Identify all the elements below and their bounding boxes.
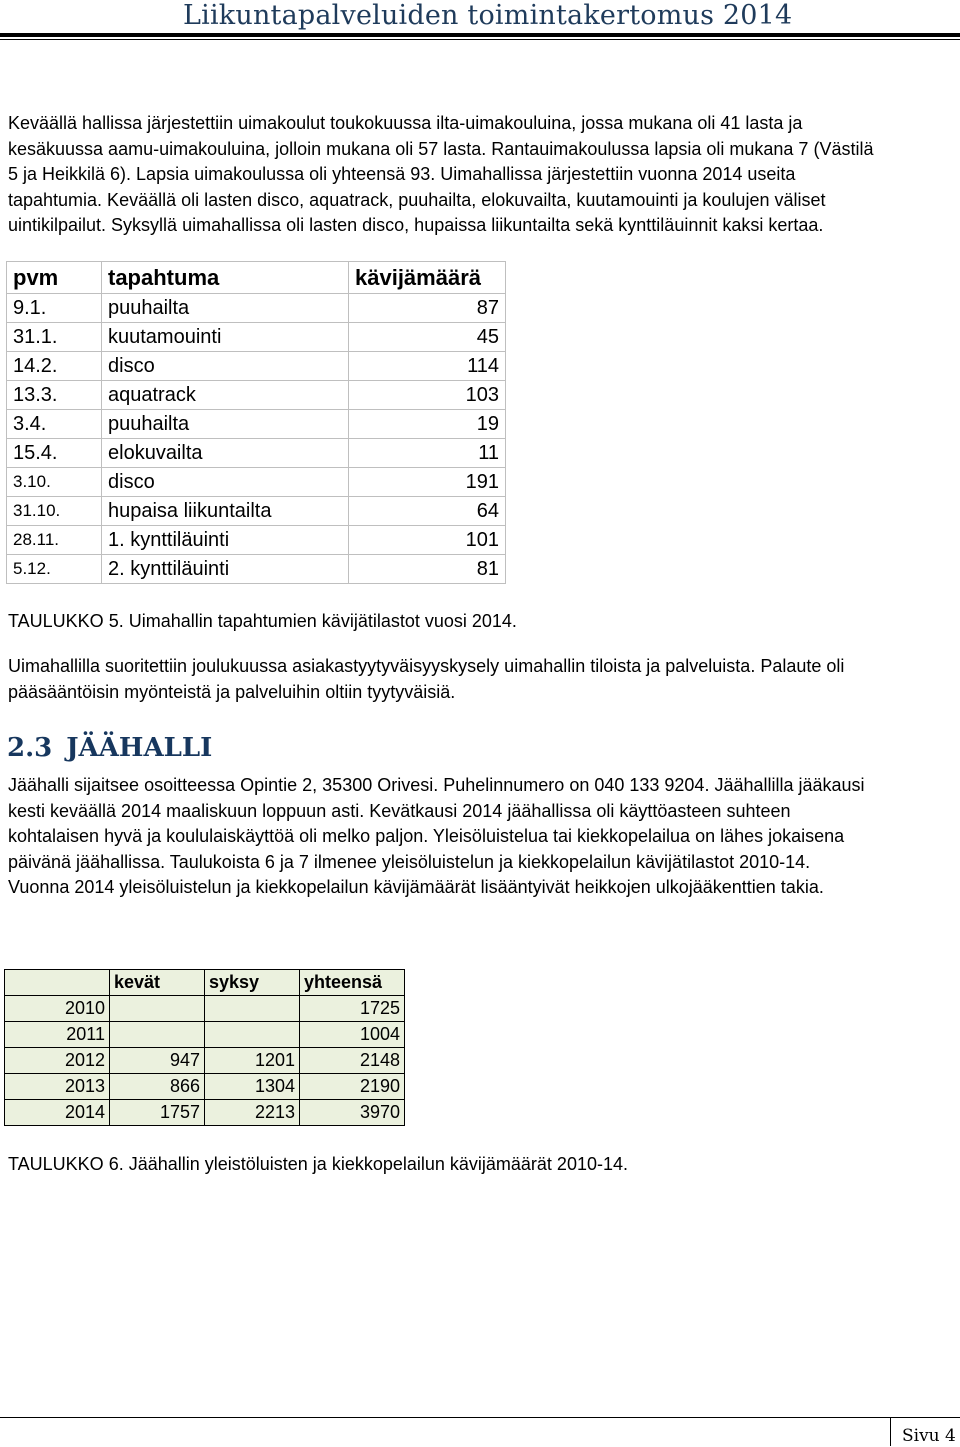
cell-total: 2148 <box>300 1048 405 1074</box>
jaahalli-line-2: kesti keväällä 2014 maaliskuun loppuun asti. Kevätkausi 2014 jäähallissa oli käyttöasteen suhteen <box>8 800 791 821</box>
col-header-total: yhteensä <box>300 970 405 996</box>
cell-spring: 1757 <box>110 1100 205 1126</box>
cell-event: aquatrack <box>102 381 349 410</box>
section-heading <box>7 731 212 765</box>
cell-visitors: 103 <box>349 381 506 410</box>
cell-visitors: 64 <box>349 497 506 526</box>
cell-event: disco <box>102 468 349 497</box>
intro-line-3: 5 ja Heikkilä 6). Lapsia uimakoulussa oli yhteensä 93. Uimahallissa järjestettiin vuonna 2014 useita <box>8 164 796 184</box>
cell-date: 15.4. <box>7 439 102 468</box>
header-title: Liikuntapalveluiden toimintakertomus 2014 <box>183 0 793 31</box>
cell-visitors: 87 <box>349 294 506 323</box>
table-header-row <box>5 970 405 996</box>
cell-autumn: 1304 <box>205 1074 300 1100</box>
table5-caption: TAULUKKO 5. Uimahallin tapahtumien kävijätilastot vuosi 2014. <box>8 611 517 631</box>
cell-spring <box>110 1022 205 1048</box>
table-row <box>5 996 405 1022</box>
cell-visitors: 11 <box>349 439 506 468</box>
table-row <box>7 468 506 497</box>
table-row <box>7 323 506 352</box>
survey-paragraph <box>8 654 948 705</box>
table-row <box>7 526 506 555</box>
table-row <box>7 439 506 468</box>
header-rule-thick <box>0 33 960 37</box>
jaahalli-line-1: Jäähalli sijaitsee osoitteessa Opintie 2, 35300 Orivesi. Puhelinnumero on 040 133 9204. Jäähallilla jääkausi <box>8 775 865 795</box>
cell-visitors: 19 <box>349 410 506 439</box>
cell-total: 3970 <box>300 1100 405 1126</box>
table-header-row <box>7 262 506 294</box>
table-row <box>7 294 506 323</box>
table-row <box>5 1022 405 1048</box>
cell-date: 31.10. <box>7 497 102 526</box>
cell-date: 5.12. <box>7 555 102 584</box>
cell-visitors: 45 <box>349 323 506 352</box>
table-row <box>7 352 506 381</box>
cell-event: disco <box>102 352 349 381</box>
section-number: 2.3 <box>7 733 53 763</box>
survey-line-1: Uimahallilla suoritettiin joulukuussa asiakastyytyväisyyskysely uimahallin tiloista ja palveluista. Palaute oli <box>8 656 845 676</box>
intro-paragraph <box>8 111 948 239</box>
uimahalli-events-table <box>6 261 506 584</box>
cell-total: 1725 <box>300 996 405 1022</box>
section-title: JÄÄHALLI <box>66 733 213 763</box>
cell-date: 3.4. <box>7 410 102 439</box>
jaahalli-line-3: kohtalaisen hyvä ja koululaiskäyttöä oli melko paljon. Yleisöluistelua tai kiekkopelailua on lähes jokaisena <box>8 826 845 846</box>
cell-visitors: 191 <box>349 468 506 497</box>
cell-total: 1004 <box>300 1022 405 1048</box>
survey-line-2: pääsääntöisin myönteistä ja palveluihin oltiin tyytyväisiä. <box>8 681 456 702</box>
cell-event: puuhailta <box>102 294 349 323</box>
jaahalli-paragraph <box>8 773 948 901</box>
table-row <box>7 555 506 584</box>
cell-total: 2190 <box>300 1074 405 1100</box>
cell-year: 2012 <box>5 1048 110 1074</box>
page-header <box>0 0 960 44</box>
intro-line-5: uintikilpailut. Syksyllä uimahallissa oli lasten disco, hupaissa liikuntailta sekä kynttiläuinnit kaksi kertaa. <box>8 215 824 235</box>
jaahalli-line-5: Vuonna 2014 yleisöluistelun ja kiekkopelailun kävijämäärät lisääntyivät heikkojen ulkojääkenttien takia. <box>8 877 824 897</box>
table-row <box>5 1100 405 1126</box>
table-row <box>5 1048 405 1074</box>
intro-line-2: kesäkuussa aamu-uimakouluina, jolloin mukana oli 57 lasta. Rantauimakoulussa lapsia oli mukana 7 (Västilä <box>8 138 874 159</box>
cell-date: 3.10. <box>7 468 102 497</box>
footer-divider <box>890 1417 891 1446</box>
cell-year: 2011 <box>5 1022 110 1048</box>
table-row <box>7 497 506 526</box>
jaahalli-line-4: päivänä jäähallissa. Taulukoista 6 ja 7 ilmenee yleisöluistelun ja kiekkopelailun kävijätilastot 2010-14. <box>8 851 811 872</box>
table-row <box>5 1074 405 1100</box>
col-header-autumn: syksy <box>205 970 300 996</box>
col-header-date: pvm <box>7 262 102 294</box>
table6-caption: TAULUKKO 6. Jäähallin yleistöluisten ja kiekkopelailun kävijämäärät 2010-14. <box>8 1154 628 1174</box>
jaahalli-visitors-table <box>4 969 405 1126</box>
cell-date: 31.1. <box>7 323 102 352</box>
cell-event: hupaisa liikuntailta <box>102 497 349 526</box>
cell-date: 14.2. <box>7 352 102 381</box>
cell-autumn: 1201 <box>205 1048 300 1074</box>
cell-date: 28.11. <box>7 526 102 555</box>
cell-event: 1. kynttiläuinti <box>102 526 349 555</box>
cell-spring: 866 <box>110 1074 205 1100</box>
cell-spring: 947 <box>110 1048 205 1074</box>
col-header-spring: kevät <box>110 970 205 996</box>
cell-year: 2010 <box>5 996 110 1022</box>
table-row <box>7 410 506 439</box>
table-row <box>7 381 506 410</box>
page-number: Sivu 4 <box>902 1426 956 1446</box>
col-header-event: tapahtuma <box>102 262 349 294</box>
cell-event: elokuvailta <box>102 439 349 468</box>
cell-year: 2014 <box>5 1100 110 1126</box>
cell-visitors: 81 <box>349 555 506 584</box>
cell-year: 2013 <box>5 1074 110 1100</box>
intro-line-4: tapahtumia. Keväällä oli lasten disco, aquatrack, puuhailta, elokuvailta, kuutamouinti ja koulujen väliset <box>8 189 826 210</box>
cell-visitors: 114 <box>349 352 506 381</box>
cell-visitors: 101 <box>349 526 506 555</box>
footer-rule <box>0 1417 960 1418</box>
cell-autumn: 2213 <box>205 1100 300 1126</box>
header-rule-thin <box>0 39 960 40</box>
cell-event: kuutamouinti <box>102 323 349 352</box>
cell-autumn <box>205 996 300 1022</box>
cell-autumn <box>205 1022 300 1048</box>
cell-event: puuhailta <box>102 410 349 439</box>
intro-line-1: Keväällä hallissa järjestettiin uimakoulut toukokuussa ilta-uimakouluina, jossa mukana oli 41 lasta ja <box>8 113 803 133</box>
cell-event: 2. kynttiläuinti <box>102 555 349 584</box>
col-header-visitors: kävijämäärä <box>349 262 506 294</box>
cell-spring <box>110 996 205 1022</box>
cell-date: 9.1. <box>7 294 102 323</box>
col-header-year <box>5 970 110 996</box>
cell-date: 13.3. <box>7 381 102 410</box>
